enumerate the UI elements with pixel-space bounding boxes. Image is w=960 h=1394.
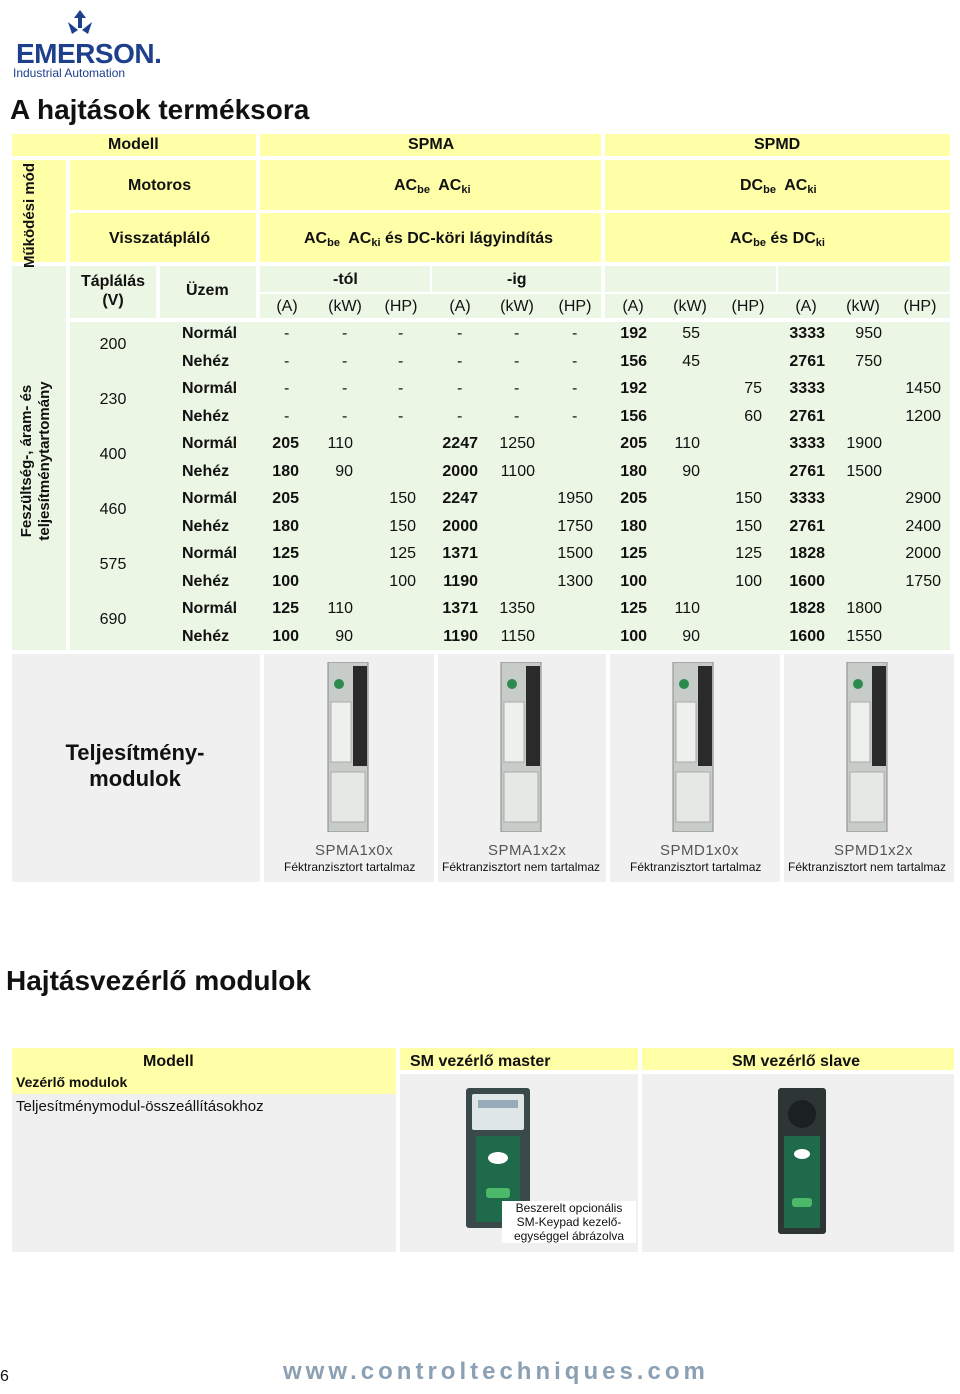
value-cell: 1800 [846, 600, 882, 617]
unit-header: (A) [449, 298, 471, 315]
motoros-spma-value: $AC_{be}$ $AC_{ki}$ [394, 177, 471, 196]
page-number: 6 [0, 1368, 9, 1385]
value-cell: 192 [620, 325, 647, 342]
value-cell: 150 [389, 490, 416, 507]
value-cell: 205 [620, 435, 647, 452]
s2-modell-cell [12, 1048, 396, 1070]
value-cell: 2761 [789, 352, 825, 370]
value-cell: 205 [272, 490, 299, 507]
s2-vezerlo-label: Vezérlő modulok [16, 1074, 128, 1090]
value-cell: 180 [620, 462, 647, 480]
value-cell: 205 [620, 490, 647, 507]
value-cell: 1950 [557, 490, 593, 507]
value-cell: 125 [620, 545, 647, 562]
unit-header: (A) [276, 298, 298, 315]
unit-header: (kW) [500, 298, 534, 315]
value-cell: 1190 [443, 627, 478, 645]
module-name: SPMA1x0x [315, 842, 394, 859]
mode-cell: Nehéz [182, 352, 230, 370]
visszataplalo-spmd-value: $AC_{be}$ és $DC_{ki}$ [730, 230, 825, 249]
value-cell: - [514, 407, 520, 425]
value-cell: - [572, 407, 578, 425]
value-cell: 205 [272, 435, 299, 452]
value-cell: 1500 [557, 545, 593, 562]
value-cell: 2761 [789, 462, 825, 480]
module-name: SPMD1x2x [834, 842, 914, 859]
spmd-label: SPMD [754, 136, 801, 153]
value-cell: 3333 [789, 490, 825, 507]
s2-slave-label: SM vezérlő slave [732, 1053, 861, 1070]
unit-header: (A) [795, 298, 817, 315]
power-module-icon [672, 662, 714, 832]
module-name: SPMA1x2x [488, 842, 567, 859]
visszataplalo-label: Visszatápláló [109, 230, 211, 247]
value-cell: - [284, 380, 290, 397]
s2-modell-label: Modell [143, 1053, 194, 1070]
unit-header: (kW) [846, 298, 880, 315]
value-cell: 1200 [905, 407, 941, 425]
voltage-cell: 200 [99, 336, 127, 353]
value-cell: - [457, 407, 463, 425]
value-cell: 180 [272, 462, 299, 480]
value-cell: 2761 [789, 407, 825, 425]
value-cell: 1750 [905, 572, 941, 590]
unit-header: (kW) [328, 298, 362, 315]
value-cell: 150 [735, 517, 762, 535]
voltage-cell: 230 [99, 391, 127, 408]
value-cell: 1250 [499, 435, 535, 452]
mode-cell: Normál [182, 435, 238, 452]
visszataplalo-spma-value: $AC_{be}$ $AC_{ki}$ és DC-köri lágyindítás [304, 230, 554, 249]
brand-sub: Industrial Automation [13, 66, 126, 80]
value-cell: - [398, 380, 404, 397]
value-cell: 125 [620, 600, 647, 617]
brand-name: EMERSON. [16, 38, 162, 69]
value-cell: 192 [620, 380, 647, 397]
value-cell: 1100 [500, 462, 535, 480]
value-cell: - [342, 407, 348, 425]
value-cell: 1300 [557, 572, 593, 590]
value-cell: - [284, 352, 290, 370]
value-cell: 100 [735, 572, 762, 590]
value-cell: - [572, 325, 578, 342]
value-cell: 1828 [789, 545, 825, 562]
value-cell: 90 [335, 462, 353, 480]
value-cell: 180 [620, 517, 647, 535]
value-cell: - [572, 352, 578, 370]
voltage-cell: 460 [99, 501, 127, 518]
value-cell: 2247 [442, 490, 478, 507]
unit-header: (HP) [384, 298, 418, 315]
value-cell: 1371 [442, 545, 478, 562]
value-cell: 45 [682, 352, 700, 370]
value-cell: 3333 [789, 325, 825, 342]
unit-header: (HP) [903, 298, 937, 315]
value-cell: - [457, 352, 463, 370]
value-cell: 100 [620, 627, 647, 645]
modell-label: Modell [108, 136, 159, 153]
value-cell: - [514, 325, 520, 342]
value-cell: 110 [674, 435, 700, 452]
value-cell: 2000 [442, 517, 478, 535]
mode-cell: Normál [182, 380, 238, 397]
value-cell: 750 [855, 352, 882, 370]
mode-cell: Normál [182, 490, 238, 507]
ig-label: -ig [507, 271, 527, 288]
value-cell: 1350 [499, 600, 535, 617]
value-cell: - [457, 380, 463, 397]
value-cell: 1600 [789, 572, 825, 590]
value-cell: 55 [682, 325, 700, 342]
mode-cell: Normál [182, 545, 238, 562]
value-cell: - [342, 325, 348, 342]
value-cell: 2247 [442, 435, 478, 452]
value-cell: 110 [674, 600, 700, 617]
value-cell: 156 [620, 352, 647, 370]
value-cell: - [398, 325, 404, 342]
s2-osszeall-cell [12, 1094, 396, 1252]
value-cell: 90 [682, 627, 700, 645]
mode-cell: Nehéz [182, 462, 230, 480]
value-cell: - [284, 407, 290, 425]
value-cell: 2000 [442, 462, 478, 480]
value-cell: 3333 [789, 435, 825, 452]
value-cell: 1500 [846, 462, 882, 480]
value-cell: 3333 [789, 380, 825, 397]
value-cell: 100 [620, 572, 647, 590]
value-cell: 125 [272, 600, 299, 617]
voltage-cell: 690 [99, 611, 127, 628]
taplalas-label: Táplálás (V) [80, 273, 146, 309]
module-caption: Féktranzisztort tartalmaz [630, 860, 762, 874]
value-cell: 1600 [789, 627, 825, 645]
value-cell: 1371 [442, 600, 478, 617]
spma-label: SPMA [408, 136, 455, 153]
value-cell: - [572, 380, 578, 397]
s2-osszeall-label: Teljesítménymodul-összeállításokhoz [16, 1098, 264, 1115]
value-cell: - [514, 352, 520, 370]
mode-cell: Nehéz [182, 572, 230, 590]
value-cell: 180 [272, 517, 299, 535]
value-cell: - [398, 407, 404, 425]
value-cell: - [342, 380, 348, 397]
value-cell: 90 [682, 462, 700, 480]
divider [776, 266, 778, 292]
sm-slave-device-icon [776, 1088, 828, 1234]
power-module-icon [846, 662, 888, 832]
value-cell: - [457, 325, 463, 342]
value-cell: - [514, 380, 520, 397]
value-cell: 100 [389, 572, 416, 590]
value-cell: 90 [335, 627, 353, 645]
power-module-icon [500, 662, 542, 832]
mukodesi-mod-label: Működési mód [21, 162, 38, 268]
value-cell: 110 [327, 435, 353, 452]
value-cell: 100 [272, 627, 299, 645]
section2-title: Hajtásvezérlő modulok [6, 965, 311, 996]
value-cell: 2900 [905, 490, 941, 507]
value-cell: 1190 [443, 572, 478, 590]
mode-cell: Normál [182, 325, 238, 342]
value-cell: 2761 [789, 517, 825, 535]
value-cell: 125 [735, 545, 762, 562]
divider [260, 292, 950, 294]
power-modules-label: Teljesítmény- modulok [65, 740, 205, 791]
value-cell: 1150 [500, 627, 535, 645]
value-cell: 2000 [905, 545, 941, 562]
value-cell: 110 [327, 600, 353, 617]
mode-cell: Nehéz [182, 627, 230, 645]
value-cell: 60 [744, 407, 762, 425]
page-title: A hajtások terméksora [10, 94, 310, 125]
mode-cell: Normál [182, 600, 238, 617]
value-cell: 150 [735, 490, 762, 507]
motoros-label: Motoros [128, 177, 192, 194]
value-cell: 150 [389, 517, 416, 535]
power-module-icon [327, 662, 369, 832]
range-label: Feszültség-, áram- és teljesítménytartomány [18, 381, 53, 541]
value-cell: 1828 [789, 600, 825, 617]
value-cell: 125 [272, 545, 299, 562]
divider [430, 266, 432, 292]
value-cell: 156 [620, 407, 647, 425]
value-cell: 125 [389, 545, 416, 562]
value-cell: 1450 [905, 380, 941, 397]
voltage-cell: 575 [99, 556, 127, 573]
tol-label: -tól [333, 271, 358, 288]
module-name: SPMD1x0x [660, 842, 740, 859]
voltage-cell: 400 [99, 446, 127, 463]
module-caption: Féktranzisztort tartalmaz [284, 860, 416, 874]
footer-url: www.controltechniques.com [283, 1358, 709, 1385]
value-cell: - [342, 352, 348, 370]
mode-cell: Nehéz [182, 517, 230, 535]
value-cell: 1900 [846, 435, 882, 452]
unit-header: (HP) [731, 298, 765, 315]
unit-header: (HP) [558, 298, 592, 315]
value-cell: 950 [855, 325, 882, 342]
uzem-label: Üzem [186, 282, 229, 299]
value-cell: 2400 [905, 517, 941, 535]
value-cell: 75 [744, 380, 762, 397]
value-cell: 100 [272, 572, 299, 590]
value-cell: 1750 [557, 517, 593, 535]
module-caption: Féktranzisztort nem tartalmaz [442, 860, 601, 874]
unit-header: (A) [622, 298, 644, 315]
module-caption: Féktranzisztort nem tartalmaz [788, 860, 947, 874]
motoros-spmd-value: $DC_{be}$ $AC_{ki}$ [740, 177, 817, 196]
s2-master-label: SM vezérlő master [410, 1053, 551, 1070]
master-note: Beszerelt opcionális SM-Keypad kezelő- egységgel ábrázolva [502, 1201, 636, 1243]
mode-cell: Nehéz [182, 407, 230, 425]
value-cell: - [284, 325, 290, 342]
value-cell: 1550 [846, 627, 882, 645]
value-cell: - [398, 352, 404, 370]
unit-header: (kW) [673, 298, 707, 315]
